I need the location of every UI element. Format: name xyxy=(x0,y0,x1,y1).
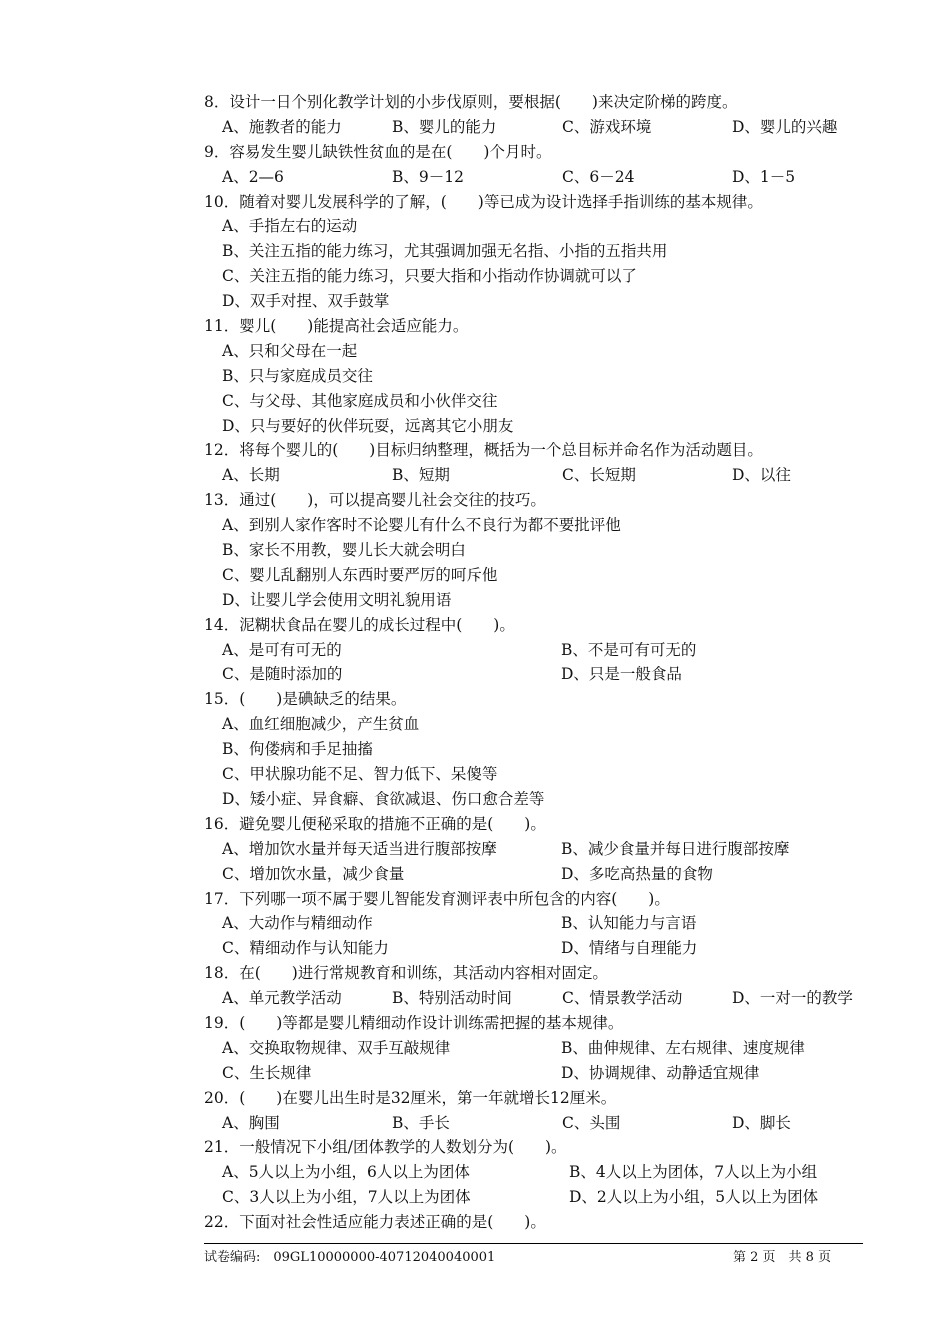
answer-option: A、长期 xyxy=(222,466,280,485)
option-row xyxy=(204,762,884,787)
answer-option: C、增加饮水量，减少食量 xyxy=(222,864,405,883)
question-text: 14．泥糊状食品在婴儿的成长过程中( )。 xyxy=(204,615,515,634)
option-row xyxy=(204,662,884,687)
answer-option: A、增加饮水量并每天适当进行腹部按摩 xyxy=(222,839,497,858)
answer-option: A、2—6 xyxy=(222,167,284,186)
answer-option: A、到别人家作客时不论婴儿有什么不良行为都不要批评他 xyxy=(222,516,621,535)
answer-option: B、减少食量并每日进行腹部按摩 xyxy=(561,839,790,858)
option-row xyxy=(204,936,884,961)
page-number: 第 2 页 共 8 页 xyxy=(733,1250,832,1265)
question-stem xyxy=(204,90,884,115)
answer-option: D、情绪与自理能力 xyxy=(561,939,698,958)
answer-option: B、关注五指的能力练习，尤其强调加强无名指、小指的五指共用 xyxy=(222,242,668,261)
option-row xyxy=(204,712,884,737)
answer-option: A、只和父母在一起 xyxy=(222,341,358,360)
question-text: 17．下列哪一项不属于婴儿智能发育测评表中所包含的内容( )。 xyxy=(204,889,670,908)
question-stem xyxy=(204,140,884,165)
answer-option: B、不是可有可无的 xyxy=(561,640,697,659)
question-stem xyxy=(204,961,884,986)
question-text: 20．( )在婴儿出生时是32厘米，第一年就增长12厘米。 xyxy=(204,1088,617,1107)
question-text: 10．随着对婴儿发展科学的了解，( )等已成为设计选择手指训练的基本规律。 xyxy=(204,192,763,211)
question-stem xyxy=(204,488,884,513)
option-row xyxy=(204,165,884,190)
answer-option: D、矮小症、异食癖、食欲减退、伤口愈合差等 xyxy=(222,789,545,808)
answer-option: D、双手对捏、双手鼓掌 xyxy=(222,292,390,311)
answer-option: D、脚长 xyxy=(732,1113,791,1132)
option-row xyxy=(204,289,884,314)
question-content xyxy=(204,90,884,1235)
option-row xyxy=(204,1061,884,1086)
answer-option: C、婴儿乱翻别人东西时要严厉的呵斥他 xyxy=(222,565,498,584)
answer-option: D、让婴儿学会使用文明礼貌用语 xyxy=(222,590,452,609)
question-stem xyxy=(204,687,884,712)
answer-option: C、生长规律 xyxy=(222,1063,312,1082)
option-row xyxy=(204,862,884,887)
answer-option: B、短期 xyxy=(392,466,450,485)
question-stem xyxy=(204,613,884,638)
option-row xyxy=(204,837,884,862)
option-row xyxy=(204,1111,884,1136)
answer-option: C、精细动作与认知能力 xyxy=(222,939,389,958)
answer-option: C、游戏环境 xyxy=(562,117,652,136)
answer-option: D、一对一的教学 xyxy=(732,989,853,1008)
answer-option: C、6－24 xyxy=(562,167,635,186)
question-text: 8．设计一日个别化教学计划的小步伐原则，要根据( )来决定阶梯的跨度。 xyxy=(204,93,738,111)
question-text: 19．( )等都是婴儿精细动作设计训练需把握的基本规律。 xyxy=(204,1013,624,1032)
question-text: 9．容易发生婴儿缺铁性贫血的是在( )个月时。 xyxy=(204,142,552,161)
footer-divider xyxy=(204,1243,863,1244)
question-text: 16．避免婴儿便秘采取的措施不正确的是( )。 xyxy=(204,814,546,833)
answer-option: A、血红细胞减少，产生贫血 xyxy=(222,715,420,734)
answer-option: B、只与家庭成员交往 xyxy=(222,366,373,385)
answer-option: D、2人以上为小组，5人以上为团体 xyxy=(569,1188,819,1207)
option-row xyxy=(204,787,884,812)
answer-option: C、长短期 xyxy=(562,466,636,485)
option-row xyxy=(204,214,884,239)
answer-option: D、只与要好的伙伴玩耍，远离其它小朋友 xyxy=(222,416,514,435)
answer-option: D、1－5 xyxy=(732,167,796,186)
option-row xyxy=(204,463,884,488)
answer-option: C、关注五指的能力练习，只要大指和小指动作协调就可以了 xyxy=(222,267,637,286)
question-text: 11．婴儿( )能提高社会适应能力。 xyxy=(204,317,469,336)
answer-option: B、家长不用教，婴儿长大就会明白 xyxy=(222,541,466,560)
question-stem xyxy=(204,314,884,339)
answer-option: A、胸围 xyxy=(222,1113,280,1132)
option-row xyxy=(204,364,884,389)
exam-code: 试卷编码: 09GL10000000-40712040040001 xyxy=(204,1250,496,1265)
answer-option: C、情景教学活动 xyxy=(562,989,683,1008)
option-row xyxy=(204,588,884,613)
option-row xyxy=(204,115,884,140)
option-row xyxy=(204,339,884,364)
answer-option: B、婴儿的能力 xyxy=(392,117,497,136)
answer-option: A、单元教学活动 xyxy=(222,989,342,1008)
question-stem xyxy=(204,1086,884,1111)
answer-option: D、以往 xyxy=(732,466,791,485)
answer-option: C、与父母、其他家庭成员和小伙伴交往 xyxy=(222,391,498,410)
question-stem xyxy=(204,1135,884,1160)
question-stem xyxy=(204,438,884,463)
answer-option: D、只是一般食品 xyxy=(561,665,682,684)
option-row xyxy=(204,1185,884,1210)
answer-option: A、是可有可无的 xyxy=(222,640,342,659)
answer-option: D、协调规律、动静适宜规律 xyxy=(561,1063,760,1082)
question-text: 12．将每个婴儿的( )目标归纳整理，概括为一个总目标并命名作为活动题目。 xyxy=(204,441,763,460)
option-row xyxy=(204,911,884,936)
option-row xyxy=(204,389,884,414)
answer-option: C、甲状腺功能不足、智力低下、呆傻等 xyxy=(222,765,498,784)
answer-option: A、5人以上为小组，6人以上为团体 xyxy=(222,1163,470,1182)
answer-option: C、头围 xyxy=(562,1113,621,1132)
question-text: 21．一般情况下小组/团体教学的人数划分为( )。 xyxy=(204,1138,567,1157)
answer-option: D、多吃高热量的食物 xyxy=(561,864,713,883)
answer-option: A、手指左右的运动 xyxy=(222,217,358,236)
option-row xyxy=(204,638,884,663)
answer-option: A、交换取物规律、双手互敲规律 xyxy=(222,1038,451,1057)
option-row xyxy=(204,513,884,538)
answer-option: D、婴儿的兴趣 xyxy=(732,117,838,136)
answer-option: B、曲伸规律、左右规律、速度规律 xyxy=(561,1038,805,1057)
option-row xyxy=(204,737,884,762)
question-stem xyxy=(204,1210,884,1235)
option-row xyxy=(204,264,884,289)
question-stem xyxy=(204,812,884,837)
question-text: 22．下面对社会性适应能力表述正确的是( )。 xyxy=(204,1213,546,1232)
answer-option: B、认知能力与言语 xyxy=(561,914,697,933)
answer-option: B、手长 xyxy=(392,1113,450,1132)
question-stem xyxy=(204,190,884,215)
answer-option: B、9－12 xyxy=(392,167,464,186)
answer-option: B、特别活动时间 xyxy=(392,989,512,1008)
answer-option: C、是随时添加的 xyxy=(222,665,343,684)
answer-option: B、4人以上为团体，7人以上为小组 xyxy=(569,1163,818,1182)
question-stem xyxy=(204,1011,884,1036)
question-text: 13．通过( )，可以提高婴儿社会交往的技巧。 xyxy=(204,491,546,510)
option-row xyxy=(204,563,884,588)
question-text: 15．( )是碘缺乏的结果。 xyxy=(204,690,407,709)
option-row xyxy=(204,986,884,1011)
answer-option: A、大动作与精细动作 xyxy=(222,914,373,933)
option-row xyxy=(204,414,884,439)
option-row xyxy=(204,1036,884,1061)
answer-option: B、佝偻病和手足抽搐 xyxy=(222,740,373,759)
option-row xyxy=(204,239,884,264)
question-stem xyxy=(204,887,884,912)
question-text: 18．在( )进行常规教育和训练，其活动内容相对固定。 xyxy=(204,964,608,983)
option-row xyxy=(204,538,884,563)
option-row xyxy=(204,1160,884,1185)
answer-option: A、施教者的能力 xyxy=(222,117,342,136)
answer-option: C、3人以上为小组，7人以上为团体 xyxy=(222,1188,471,1207)
